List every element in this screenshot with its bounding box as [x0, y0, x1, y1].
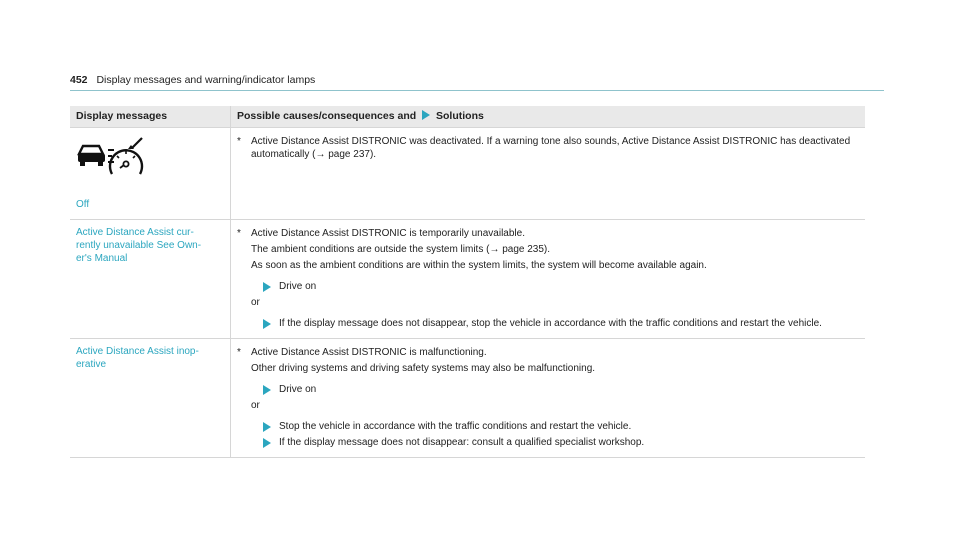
- or-separator: or: [251, 297, 260, 308]
- step-text: If the display message does not disappear, stop the vehicle in accordance with the traffic conditions and restart the vehicle.: [279, 318, 822, 329]
- step-text: If the display message does not disappear: consult a qualified specialist workshop.: [279, 437, 645, 448]
- table-row: [70, 220, 865, 339]
- message-label-inoperative: Active Distance Assist inop- erative: [76, 346, 199, 370]
- message-cell: [70, 220, 231, 339]
- solution-step: [237, 317, 859, 330]
- cause-item: [237, 227, 859, 240]
- star-bullet: *: [237, 136, 241, 147]
- message-label-unavailable: Active Distance Assist cur- rently unavailable See Own- er's Manual: [76, 227, 202, 264]
- col-header-display-messages: Display messages: [70, 106, 231, 128]
- star-bullet: *: [237, 347, 241, 358]
- solution-step: [237, 383, 859, 396]
- solution-arrow-icon: [263, 282, 271, 292]
- page-number: 452: [70, 74, 88, 86]
- table-header-row: [70, 106, 865, 128]
- col-header-solutions: Solutions: [436, 110, 484, 122]
- cause-paragraph: The ambient conditions are outside the system limits (→ page 235).: [251, 244, 551, 255]
- cause-paragraph: Other driving systems and driving safety systems may also be malfunctioning.: [251, 363, 596, 374]
- message-cell: [70, 339, 231, 458]
- solution-cell: [231, 339, 866, 458]
- col-header-causes: Possible causes/consequences and: [237, 110, 417, 122]
- distronic-off-icon: [76, 136, 146, 180]
- solution-cell: [231, 220, 866, 339]
- table-row: [70, 339, 865, 458]
- solution-arrow-icon: [263, 422, 271, 432]
- cause-text: Active Distance Assist DISTRONIC is temporarily unavailable.: [251, 228, 525, 239]
- solution-step: [237, 280, 859, 293]
- cause-item: [237, 135, 859, 161]
- cause-text: Active Distance Assist DISTRONIC was deactivated. If a warning tone also sounds, Active Distance Assist DISTRONIC has deactivated automatically (→ page 237).: [251, 136, 851, 160]
- solution-arrow-icon: [263, 319, 271, 329]
- page-title: Display messages and warning/indicator lamps: [96, 74, 316, 86]
- cause-text: Active Distance Assist DISTRONIC is malfunctioning.: [251, 347, 487, 358]
- table-row: [70, 128, 865, 220]
- step-text: Drive on: [279, 384, 317, 395]
- message-label-off: Off: [76, 199, 90, 210]
- page-header: [70, 74, 315, 86]
- solution-arrow-icon: [263, 438, 271, 448]
- solution-cell: [231, 128, 866, 220]
- solution-step: [237, 436, 859, 449]
- step-text: Drive on: [279, 281, 317, 292]
- solution-step: [237, 420, 859, 433]
- col-header-causes-solutions: [231, 106, 866, 128]
- header-divider: [70, 90, 884, 91]
- message-cell: [70, 128, 231, 220]
- solution-arrow-icon: [422, 110, 430, 120]
- star-bullet: *: [237, 228, 241, 239]
- cause-paragraph: As soon as the ambient conditions are within the system limits, the system will become available again.: [251, 260, 707, 271]
- solution-arrow-icon: [263, 385, 271, 395]
- step-text: Stop the vehicle in accordance with the traffic conditions and restart the vehicle.: [279, 421, 632, 432]
- messages-table: [70, 106, 865, 458]
- cause-item: [237, 346, 859, 359]
- or-separator: or: [251, 400, 260, 411]
